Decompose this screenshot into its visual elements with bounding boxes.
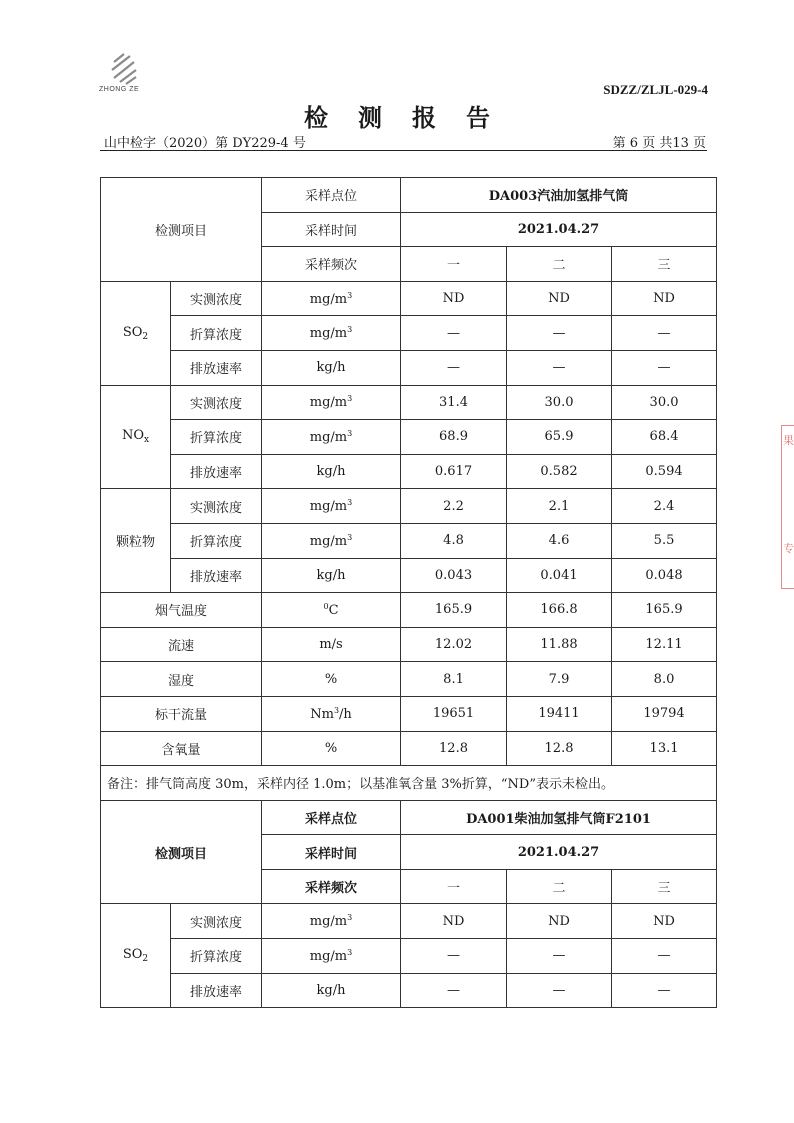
- value-cell: 13.1: [612, 731, 717, 766]
- converted-label: 折算浓度: [171, 420, 262, 455]
- sampling-point: DA001柴油加氢排气筒F2101: [401, 800, 717, 835]
- table-row: [101, 593, 717, 628]
- value-cell: 0.043: [401, 558, 507, 593]
- table-row: [101, 731, 717, 766]
- table-row: [101, 558, 717, 593]
- table-row: [101, 662, 717, 697]
- value-cell: 0.594: [612, 454, 717, 489]
- freq-2: 二: [507, 869, 612, 904]
- value-cell: 166.8: [507, 593, 612, 628]
- value-cell: 31.4: [401, 385, 507, 420]
- sampling-time: 2021.04.27: [401, 212, 717, 247]
- value-cell: —: [507, 973, 612, 1008]
- table-row: [101, 627, 717, 662]
- item-header: 检测项目: [101, 178, 262, 282]
- item-header: 检测项目: [101, 800, 262, 904]
- header-divider: [100, 150, 707, 151]
- value-cell: 4.6: [507, 523, 612, 558]
- time-label: 采样时间: [262, 835, 401, 870]
- table-row: [101, 316, 717, 351]
- freq-1: 一: [401, 247, 507, 282]
- page-number: 第 6 页 共13 页: [612, 136, 706, 151]
- table-row: [101, 800, 717, 835]
- value-cell: 68.4: [612, 420, 717, 455]
- value-cell: 165.9: [401, 593, 507, 628]
- nox-label: $NO_x$: [101, 385, 171, 489]
- value-cell: —: [401, 316, 507, 351]
- value-cell: 11.88: [507, 627, 612, 662]
- converted-label: 折算浓度: [171, 523, 262, 558]
- value-cell: 12.8: [507, 731, 612, 766]
- value-cell: 19794: [612, 696, 717, 731]
- unit-conc: $mg/m^3$: [262, 939, 401, 974]
- value-cell: 0.617: [401, 454, 507, 489]
- value-cell: 8.0: [612, 662, 717, 697]
- value-cell: —: [612, 316, 717, 351]
- value-cell: —: [612, 973, 717, 1008]
- table-row: [101, 939, 717, 974]
- table-row: [101, 904, 717, 939]
- report-number: 山中检字（2020）第 DY229-4 号: [104, 136, 306, 151]
- value-cell: —: [401, 939, 507, 974]
- table-row: [101, 420, 717, 455]
- value-cell: —: [401, 350, 507, 385]
- stamp-char: 果: [783, 434, 794, 447]
- unit-rate: kg/h: [262, 454, 401, 489]
- value-cell: 7.9: [507, 662, 612, 697]
- measured-label: 实测浓度: [171, 489, 262, 524]
- point-label: 采样点位: [262, 178, 401, 213]
- value-cell: ND: [401, 281, 507, 316]
- table-row: [101, 489, 717, 524]
- value-cell: ND: [612, 281, 717, 316]
- table-row: [101, 178, 717, 213]
- document-code: SDZZ/ZLJL-029-4: [603, 82, 708, 97]
- unit-conc: $mg/m^3$: [262, 523, 401, 558]
- time-label: 采样时间: [262, 212, 401, 247]
- unit-speed: m/s: [262, 627, 401, 662]
- value-cell: ND: [507, 281, 612, 316]
- unit-conc: $mg/m^3$: [262, 489, 401, 524]
- remark-note: 备注：排气筒高度 30m，采样内径 1.0m；以基准氧含量 3%折算，“ND”表示未检出。: [101, 766, 717, 801]
- table-row: [101, 973, 717, 1008]
- table-row: [101, 281, 717, 316]
- unit-rate: kg/h: [262, 558, 401, 593]
- table-row: [101, 696, 717, 731]
- seal-stamp-fragment: [781, 425, 794, 589]
- test-results-table: [100, 177, 717, 1008]
- value-cell: 12.8: [401, 731, 507, 766]
- table-row: [101, 523, 717, 558]
- unit-conc: $mg/m^3$: [262, 904, 401, 939]
- value-cell: 19411: [507, 696, 612, 731]
- unit-conc: $mg/m^3$: [262, 420, 401, 455]
- value-cell: —: [401, 973, 507, 1008]
- measured-label: 实测浓度: [171, 385, 262, 420]
- oxygen-label: 含氧量: [101, 731, 262, 766]
- converted-label: 折算浓度: [171, 939, 262, 974]
- freq-label: 采样频次: [262, 247, 401, 282]
- value-cell: 2.2: [401, 489, 507, 524]
- stamp-char: 专: [783, 542, 794, 555]
- unit-conc: $mg/m^3$: [262, 281, 401, 316]
- rate-label: 排放速率: [171, 350, 262, 385]
- value-cell: 30.0: [507, 385, 612, 420]
- value-cell: 2.1: [507, 489, 612, 524]
- value-cell: —: [612, 350, 717, 385]
- measured-label: 实测浓度: [171, 281, 262, 316]
- unit-rate: kg/h: [262, 350, 401, 385]
- freq-2: 二: [507, 247, 612, 282]
- so2-label: $SO_2$: [101, 904, 171, 1008]
- speed-label: 流速: [101, 627, 262, 662]
- value-cell: 4.8: [401, 523, 507, 558]
- point-label: 采样点位: [262, 800, 401, 835]
- humidity-label: 湿度: [101, 662, 262, 697]
- measured-label: 实测浓度: [171, 904, 262, 939]
- so2-label: $SO_2$: [101, 281, 171, 385]
- table-row: [101, 350, 717, 385]
- unit-flow: Nm$^3$/h: [262, 696, 401, 731]
- value-cell: 19651: [401, 696, 507, 731]
- value-cell: ND: [507, 904, 612, 939]
- value-cell: 12.02: [401, 627, 507, 662]
- value-cell: 165.9: [612, 593, 717, 628]
- unit-conc: $mg/m^3$: [262, 316, 401, 351]
- sampling-point: DA003汽油加氢排气筒: [401, 178, 717, 213]
- rate-label: 排放速率: [171, 454, 262, 489]
- page-title: 检测报告: [304, 103, 520, 132]
- table-row: [101, 454, 717, 489]
- value-cell: 0.582: [507, 454, 612, 489]
- table-row: [101, 385, 717, 420]
- rate-label: 排放速率: [171, 558, 262, 593]
- rate-label: 排放速率: [171, 973, 262, 1008]
- unit-rate: kg/h: [262, 973, 401, 1008]
- value-cell: —: [612, 939, 717, 974]
- flow-label: 标干流量: [101, 696, 262, 731]
- freq-1: 一: [401, 869, 507, 904]
- value-cell: ND: [612, 904, 717, 939]
- value-cell: 0.048: [612, 558, 717, 593]
- unit-conc: $mg/m^3$: [262, 385, 401, 420]
- value-cell: —: [507, 939, 612, 974]
- value-cell: 8.1: [401, 662, 507, 697]
- value-cell: 68.9: [401, 420, 507, 455]
- converted-label: 折算浓度: [171, 316, 262, 351]
- temp-label: 烟气温度: [101, 593, 262, 628]
- value-cell: —: [507, 316, 612, 351]
- value-cell: —: [507, 350, 612, 385]
- freq-3: 三: [612, 869, 717, 904]
- freq-3: 三: [612, 247, 717, 282]
- logo-text: ZHONG ZE: [99, 86, 140, 93]
- value-cell: 65.9: [507, 420, 612, 455]
- value-cell: 2.4: [612, 489, 717, 524]
- value-cell: 12.11: [612, 627, 717, 662]
- unit-pct: %: [262, 662, 401, 697]
- value-cell: ND: [401, 904, 507, 939]
- value-cell: 0.041: [507, 558, 612, 593]
- sampling-time: 2021.04.27: [401, 835, 717, 870]
- unit-temp: $^0$C: [262, 593, 401, 628]
- unit-pct: %: [262, 731, 401, 766]
- value-cell: 30.0: [612, 385, 717, 420]
- table-row: [101, 766, 717, 801]
- value-cell: 5.5: [612, 523, 717, 558]
- freq-label: 采样频次: [262, 869, 401, 904]
- pm-label: 颗粒物: [101, 489, 171, 593]
